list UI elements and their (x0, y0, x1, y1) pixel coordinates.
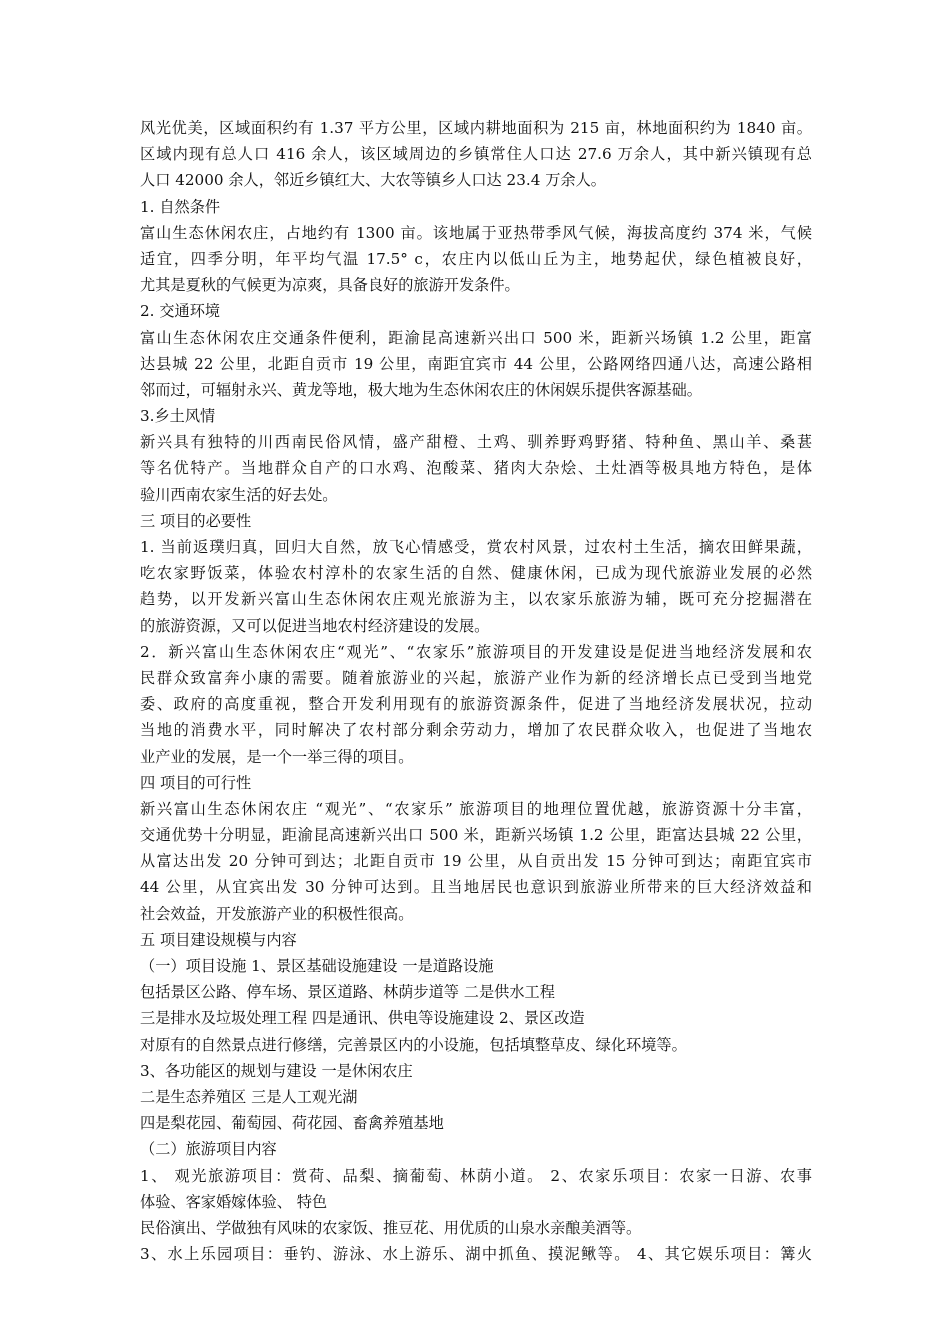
text-line: 交通优势十分明显，距渝昆高速新兴出口 500 米，距新兴场镇 1.2 公里，距富达县城 22 公里， (140, 826, 812, 845)
text-line: 3.乡土风情 (140, 407, 216, 426)
text-line: 吃农家野饭菜，体验农村淳朴的农家生活的自然、健康休闲，已成为现代旅游业发展的必然 (140, 564, 812, 583)
text-line: 对原有的自然景点进行修缮，完善景区内的小设施，包括填整草皮、绿化环境等。 (140, 1035, 687, 1054)
text-line: 1. 当前返璞归真，回归大自然，放飞心情感受，赏农村风景，过农村土生活，摘农田鲜果蔬， (140, 538, 812, 556)
text-line: 委、政府的高度重视，整合开发利用现有的旅游资源条件，促进了当地经济发展状况，拉动 (140, 695, 812, 714)
text-line: 3、各功能区的规划与建设 一是休闲农庄 (140, 1061, 413, 1080)
text-line: 包括景区公路、停车场、景区道路、林荫步道等 二是供水工程 (140, 983, 555, 1002)
text-line: 尤其是夏秋的气候更为凉爽，具备良好的旅游开发条件。 (140, 276, 520, 295)
text-line: 44 公里，从宜宾出发 30 分钟可达到。且当地居民也意识到旅游业所带来的巨大经济效益和 (140, 878, 812, 897)
document-page (140, 115, 812, 1267)
text-line: 3、水上乐园项目：垂钓、游泳、水上游乐、湖中抓鱼、摸泥鳅等。 4、其它娱乐项目：篝火 (140, 1245, 812, 1264)
text-line: 新兴具有独特的川西南民俗风情，盛产甜橙、土鸡、驯养野鸡野猪、特种鱼、黑山羊、桑葚 (140, 433, 812, 452)
text-line: 趋势，以开发新兴富山生态休闲农庄观光旅游为主，以农家乐旅游为辅，既可充分挖掘潜在 (140, 590, 812, 609)
text-line: 等名优特产。当地群众自产的口水鸡、泡酸菜、猪肉大杂烩、土灶酒等极具地方特色，是体 (140, 459, 812, 478)
text-line: 四 项目的可行性 (140, 773, 252, 792)
text-line: 风光优美，区域面积约有 1.37 平方公里，区域内耕地面积为 215 亩，林地面积约为 1840 亩。 (140, 119, 812, 137)
text-line: （一）项目设施 1、景区基础设施建设 一是道路设施 (140, 957, 494, 975)
text-line: 当地的消费水平，同时解决了农村部分剩余劳动力，增加了农民群众收入，也促进了当地农 (140, 721, 812, 740)
text-line: 三是排水及垃圾处理工程 四是通讯、供电等设施建设 2、景区改造 (140, 1009, 585, 1028)
text-line: 达县城 22 公里，北距自贡市 19 公里，南距宜宾市 44 公里，公路网络四通八达，高速公路相 (140, 354, 812, 373)
text-line: 2．新兴富山生态休闲农庄“观光”、“农家乐”旅游项目的开发建设是促进当地经济发展和农 (140, 642, 812, 661)
text-line: 适宜，四季分明，年平均气温 17.5° c，农庄内以低山丘为主，地势起伏，绿色植被良好， (140, 249, 812, 268)
text-line: 社会效益，开发旅游产业的积极性很高。 (140, 904, 414, 923)
text-line: 民群众致富奔小康的需要。随着旅游业的兴起，旅游产业作为新的经济增长点已受到当地党 (140, 668, 812, 687)
text-line: 邻而过，可辐射永兴、黄龙等地，极大地为生态休闲农庄的休闲娱乐提供客源基础。 (140, 380, 702, 399)
text-line: 1. 自然条件 (140, 197, 221, 216)
text-line: 1、 观光旅游项目：赏荷、品梨、摘葡萄、林荫小道。 2、农家乐项目：农家一日游、农事 (140, 1166, 812, 1185)
text-line: 的旅游资源，又可以促进当地农村经济建设的发展。 (140, 616, 490, 635)
text-line: 区域内现有总人口 416 余人，该区域周边的乡镇常住人口达 27.6 万余人，其中新兴镇现有总 (140, 145, 812, 164)
text-line: 人口 42000 余人，邻近乡镇红大、大农等镇乡人口达 23.4 万余人。 (140, 171, 606, 190)
text-line: 2. 交通环境 (140, 302, 221, 321)
text-line: 从富达出发 20 分钟可到达；北距自贡市 19 公里，从自贡出发 15 分钟可到达；南距宜宾市 (140, 852, 812, 871)
text-line: 三 项目的必要性 (140, 511, 252, 530)
text-line: 四是梨花园、葡萄园、荷花园、畜禽养殖基地 (140, 1114, 444, 1133)
text-line: （二）旅游项目内容 (140, 1140, 277, 1159)
text-line: 富山生态休闲农庄，占地约有 1300 亩。该地属于亚热带季风气候，海拔高度约 374 米，气候 (140, 223, 812, 242)
text-line: 富山生态休闲农庄交通条件便利，距渝昆高速新兴出口 500 米，距新兴场镇 1.2 公里，距富 (140, 328, 812, 347)
text-line: 五 项目建设规模与内容 (140, 930, 297, 949)
text-line: 体验、客家婚嫁体验、 特色 (140, 1192, 328, 1211)
text-line: 二是生态养殖区 三是人工观光湖 (140, 1087, 358, 1106)
text-line: 业产业的发展，是一个一举三得的项目。 (140, 747, 414, 766)
text-line: 新兴富山生态休闲农庄 “观光”、“农家乐” 旅游项目的地理位置优越，旅游资源十分丰富， (140, 799, 812, 818)
text-line: 验川西南农家生活的好去处。 (140, 485, 338, 504)
text-line: 民俗演出、学做独有风味的农家饭、推豆花、用优质的山泉水亲酿美酒等。 (140, 1218, 642, 1237)
